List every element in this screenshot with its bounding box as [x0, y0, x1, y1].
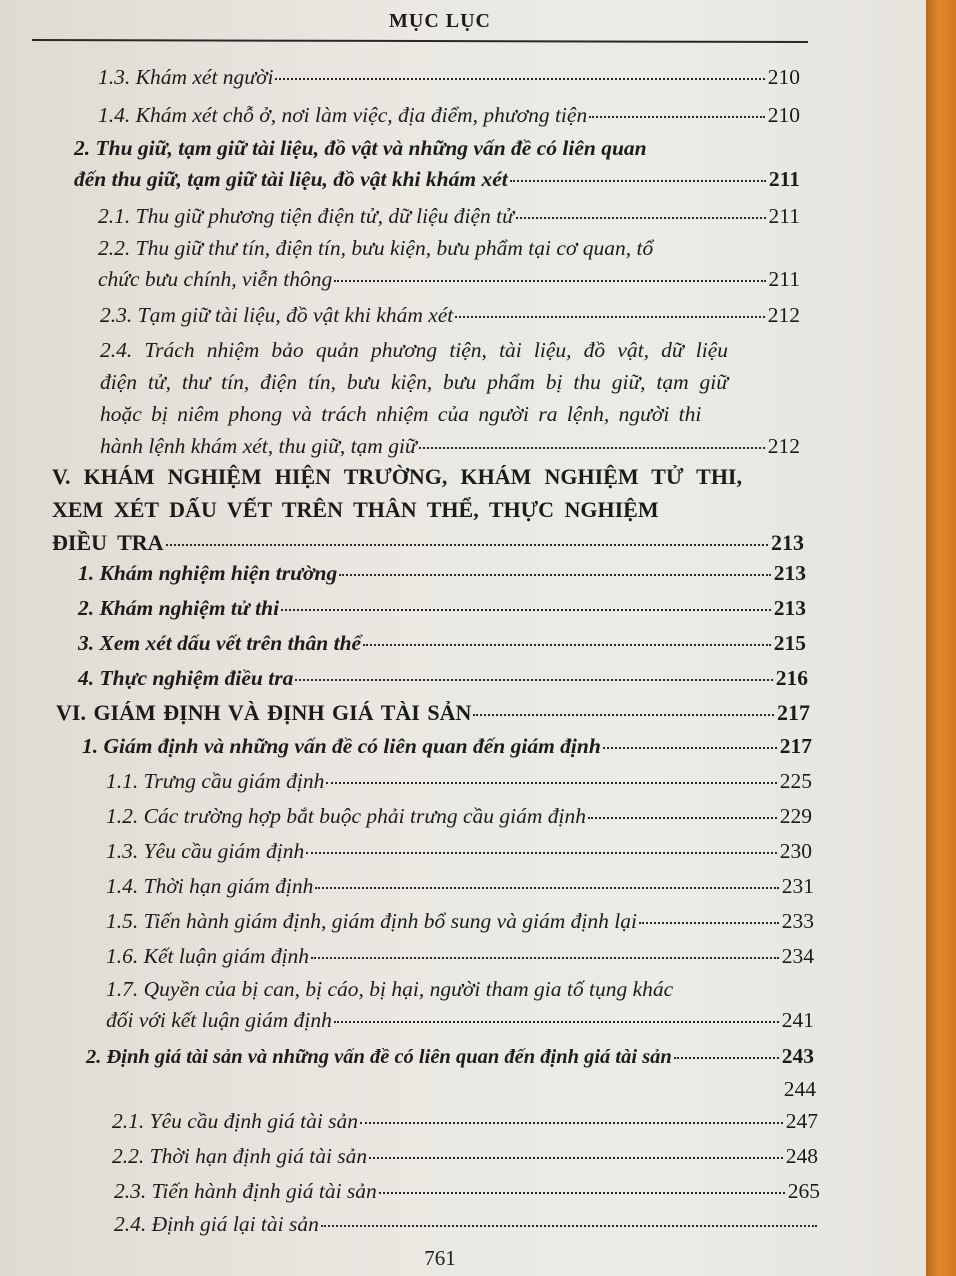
toc-entry-title: 2.1. Yêu cầu định giá tài sản — [112, 1109, 359, 1133]
toc-entry-title: 2. Định giá tài sản và những vấn đề có liên quan đến định giá tài sản — [86, 1046, 672, 1068]
toc-entry-title: 2. Khám nghiệm tử thi — [78, 596, 280, 620]
dot-leader — [315, 887, 778, 889]
toc-entry-title: chức bưu chính, viễn thông — [98, 267, 333, 291]
toc-entry-title: 1. Khám nghiệm hiện trường — [78, 561, 338, 585]
toc-entry — [98, 201, 800, 232]
dot-leader — [363, 644, 771, 646]
toc-entry-title: 2.1. Thu giữ phương tiện điện tử, dữ liệu điện tử — [98, 204, 514, 228]
dot-leader — [306, 852, 776, 854]
toc-page-number: 217 — [777, 700, 810, 725]
toc-entry — [106, 836, 812, 867]
toc-entry — [98, 100, 800, 131]
toc-entry — [100, 334, 800, 462]
dot-leader — [589, 116, 765, 118]
toc-entry — [106, 801, 812, 832]
toc-page-number: 247 — [785, 1109, 818, 1133]
dot-leader — [334, 280, 765, 282]
toc-entry-title: 2.4. Định giá lại tài sản — [114, 1212, 319, 1236]
toc-entry — [112, 1106, 818, 1137]
toc-entry — [114, 1176, 820, 1207]
toc-page-number: 212 — [767, 434, 800, 458]
dot-leader — [166, 544, 768, 546]
toc-page-number: 213 — [773, 596, 806, 620]
toc-entry — [82, 731, 812, 762]
toc-entry-title: 3. Xem xét dấu vết trên thân thể — [78, 631, 362, 655]
toc-entry — [74, 133, 800, 195]
toc-entry-title: 1. Giám định và những vấn đề có liên quan đến giám định — [82, 734, 601, 758]
dot-leader — [455, 316, 764, 318]
toc-page-number: 213 — [773, 561, 806, 585]
toc-entry-title: 1.4. Thời hạn giám định — [106, 874, 314, 898]
toc-entry — [86, 1041, 814, 1073]
dot-leader — [588, 817, 777, 819]
dot-leader — [516, 217, 766, 219]
toc-entry — [78, 558, 806, 589]
toc-entry-title: 1.2. Các trường hợp bắt buộc phải trưng cầu giám định — [106, 804, 586, 828]
toc-page-number: 241 — [781, 1008, 814, 1032]
toc-entry-title: 2.3. Tiến hành định giá tài sản — [114, 1179, 377, 1203]
toc-page-number: 229 — [779, 804, 812, 828]
toc-page-number: 225 — [779, 769, 812, 793]
toc-entry — [100, 300, 800, 331]
toc-entry-lead: 2. Thu giữ, tạm giữ tài liệu, đồ vật và những vấn đề có liên quan — [74, 136, 647, 160]
dot-leader — [369, 1157, 783, 1159]
dot-leader — [339, 574, 771, 576]
toc-page-number: 210 — [767, 65, 800, 89]
toc-page-number: 244 — [783, 1077, 816, 1101]
toc-entry — [106, 941, 814, 972]
toc-page-number: 215 — [773, 631, 806, 655]
toc-page-number: 212 — [767, 303, 800, 327]
toc-entry — [106, 871, 814, 902]
dot-leader — [674, 1057, 779, 1059]
toc-page-number: 216 — [775, 666, 808, 690]
toc-entry-title: 4. Thực nghiệm điều tra — [78, 666, 294, 690]
dot-leader — [603, 747, 777, 749]
toc-entry-title: 1.1. Trưng cầu giám định — [106, 769, 325, 793]
dot-leader — [419, 447, 765, 449]
toc-page-number: 211 — [768, 267, 800, 291]
toc-entry-lead: 1.7. Quyền của bị can, bị cáo, bị hại, người tham gia tố tụng khác — [106, 977, 674, 1001]
toc-entry-lead: 2.4. Trách nhiệm bảo quản phương tiện, tài liệu, đồ vật, dữ liệu điện tử, thư tín, điện tín, bưu kiện, bưu phẩm bị thu giữ, tạm giữ hoặc bị niêm phong và trách nhiệm của người ra lệnh, người thi — [100, 338, 728, 426]
toc-page-number: 248 — [785, 1144, 818, 1168]
toc-page-number: 213 — [771, 530, 804, 555]
toc-entry-title: 1.4. Khám xét chỗ ở, nơi làm việc, địa điểm, phương tiện — [98, 103, 588, 127]
toc-page-number: 231 — [781, 874, 814, 898]
toc-entry — [78, 593, 806, 624]
toc-entry — [98, 62, 800, 93]
toc-entry-title: 2.3. Tạm giữ tài liệu, đồ vật khi khám xét — [100, 303, 454, 327]
book-edge — [926, 0, 956, 1276]
toc-entry-title: đến thu giữ, tạm giữ tài liệu, đồ vật khi khám xét — [74, 167, 508, 191]
page-number: 761 — [424, 1246, 456, 1270]
dot-leader — [295, 679, 772, 681]
toc-entry-title: 1.5. Tiến hành giám định, giám định bổ sung và giám định lại — [106, 909, 637, 933]
header-rule — [32, 39, 808, 43]
toc-entry-title: hành lệnh khám xét, thu giữ, tạm giữ — [100, 434, 417, 458]
dot-leader — [473, 714, 774, 716]
toc-entry — [98, 233, 800, 295]
dot-leader — [275, 78, 764, 80]
toc-entry — [106, 766, 812, 797]
toc-entry — [106, 906, 814, 937]
dot-leader — [326, 782, 776, 784]
toc-section-entry — [56, 696, 810, 729]
dot-leader — [510, 180, 766, 182]
toc-entry-title: 1.3. Yêu cầu giám định — [106, 839, 305, 863]
toc-page-number: 265 — [787, 1179, 820, 1203]
toc-entry — [78, 628, 806, 659]
toc-section-lead: V. KHÁM NGHIỆM HIỆN TRƯỜNG, KHÁM NGHIỆM TỬ THI, XEM XÉT DẤU VẾT TRÊN THÂN THỂ, THỰC NGHIỆM — [52, 464, 742, 522]
toc-entry — [106, 974, 814, 1036]
toc-entry-lead: 2.2. Thu giữ thư tín, điện tín, bưu kiện, bưu phẩm tại cơ quan, tổ — [98, 236, 654, 260]
dot-leader — [311, 957, 779, 959]
dot-leader — [281, 609, 771, 611]
toc-entry — [114, 1209, 820, 1240]
toc-page-number: 211 — [768, 204, 800, 228]
dot-leader — [379, 1192, 785, 1194]
toc-page-number: 243 — [781, 1044, 814, 1068]
dot-leader — [334, 1021, 779, 1023]
toc-page-number: 210 — [767, 103, 800, 127]
toc-page-number: 234 — [781, 944, 814, 968]
toc-entry-title: 1.6. Kết luận giám định — [106, 944, 310, 968]
toc-entry — [78, 663, 808, 694]
toc-page-number: 230 — [779, 839, 812, 863]
dot-leader — [360, 1122, 783, 1124]
toc-entry — [112, 1074, 816, 1105]
dot-leader — [321, 1225, 817, 1227]
toc-page-number: 217 — [779, 734, 812, 758]
toc-entry — [112, 1141, 818, 1172]
toc-entry-title: 1.3. Khám xét người — [98, 65, 274, 89]
toc-page-number: 211 — [768, 167, 800, 191]
toc-section-title: ĐIỀU TRA — [52, 530, 164, 555]
toc-section-entry — [52, 460, 804, 559]
dot-leader — [639, 922, 779, 924]
toc-section-title: VI. GIÁM ĐỊNH VÀ ĐỊNH GIÁ TÀI SẢN — [56, 700, 472, 725]
toc-entry-title: 2.2. Thời hạn định giá tài sản — [112, 1144, 368, 1168]
toc-entry-title: đối với kết luận giám định — [106, 1008, 332, 1032]
toc-page-number: 233 — [781, 909, 814, 933]
page-title: MỤC LỤC — [389, 10, 491, 32]
